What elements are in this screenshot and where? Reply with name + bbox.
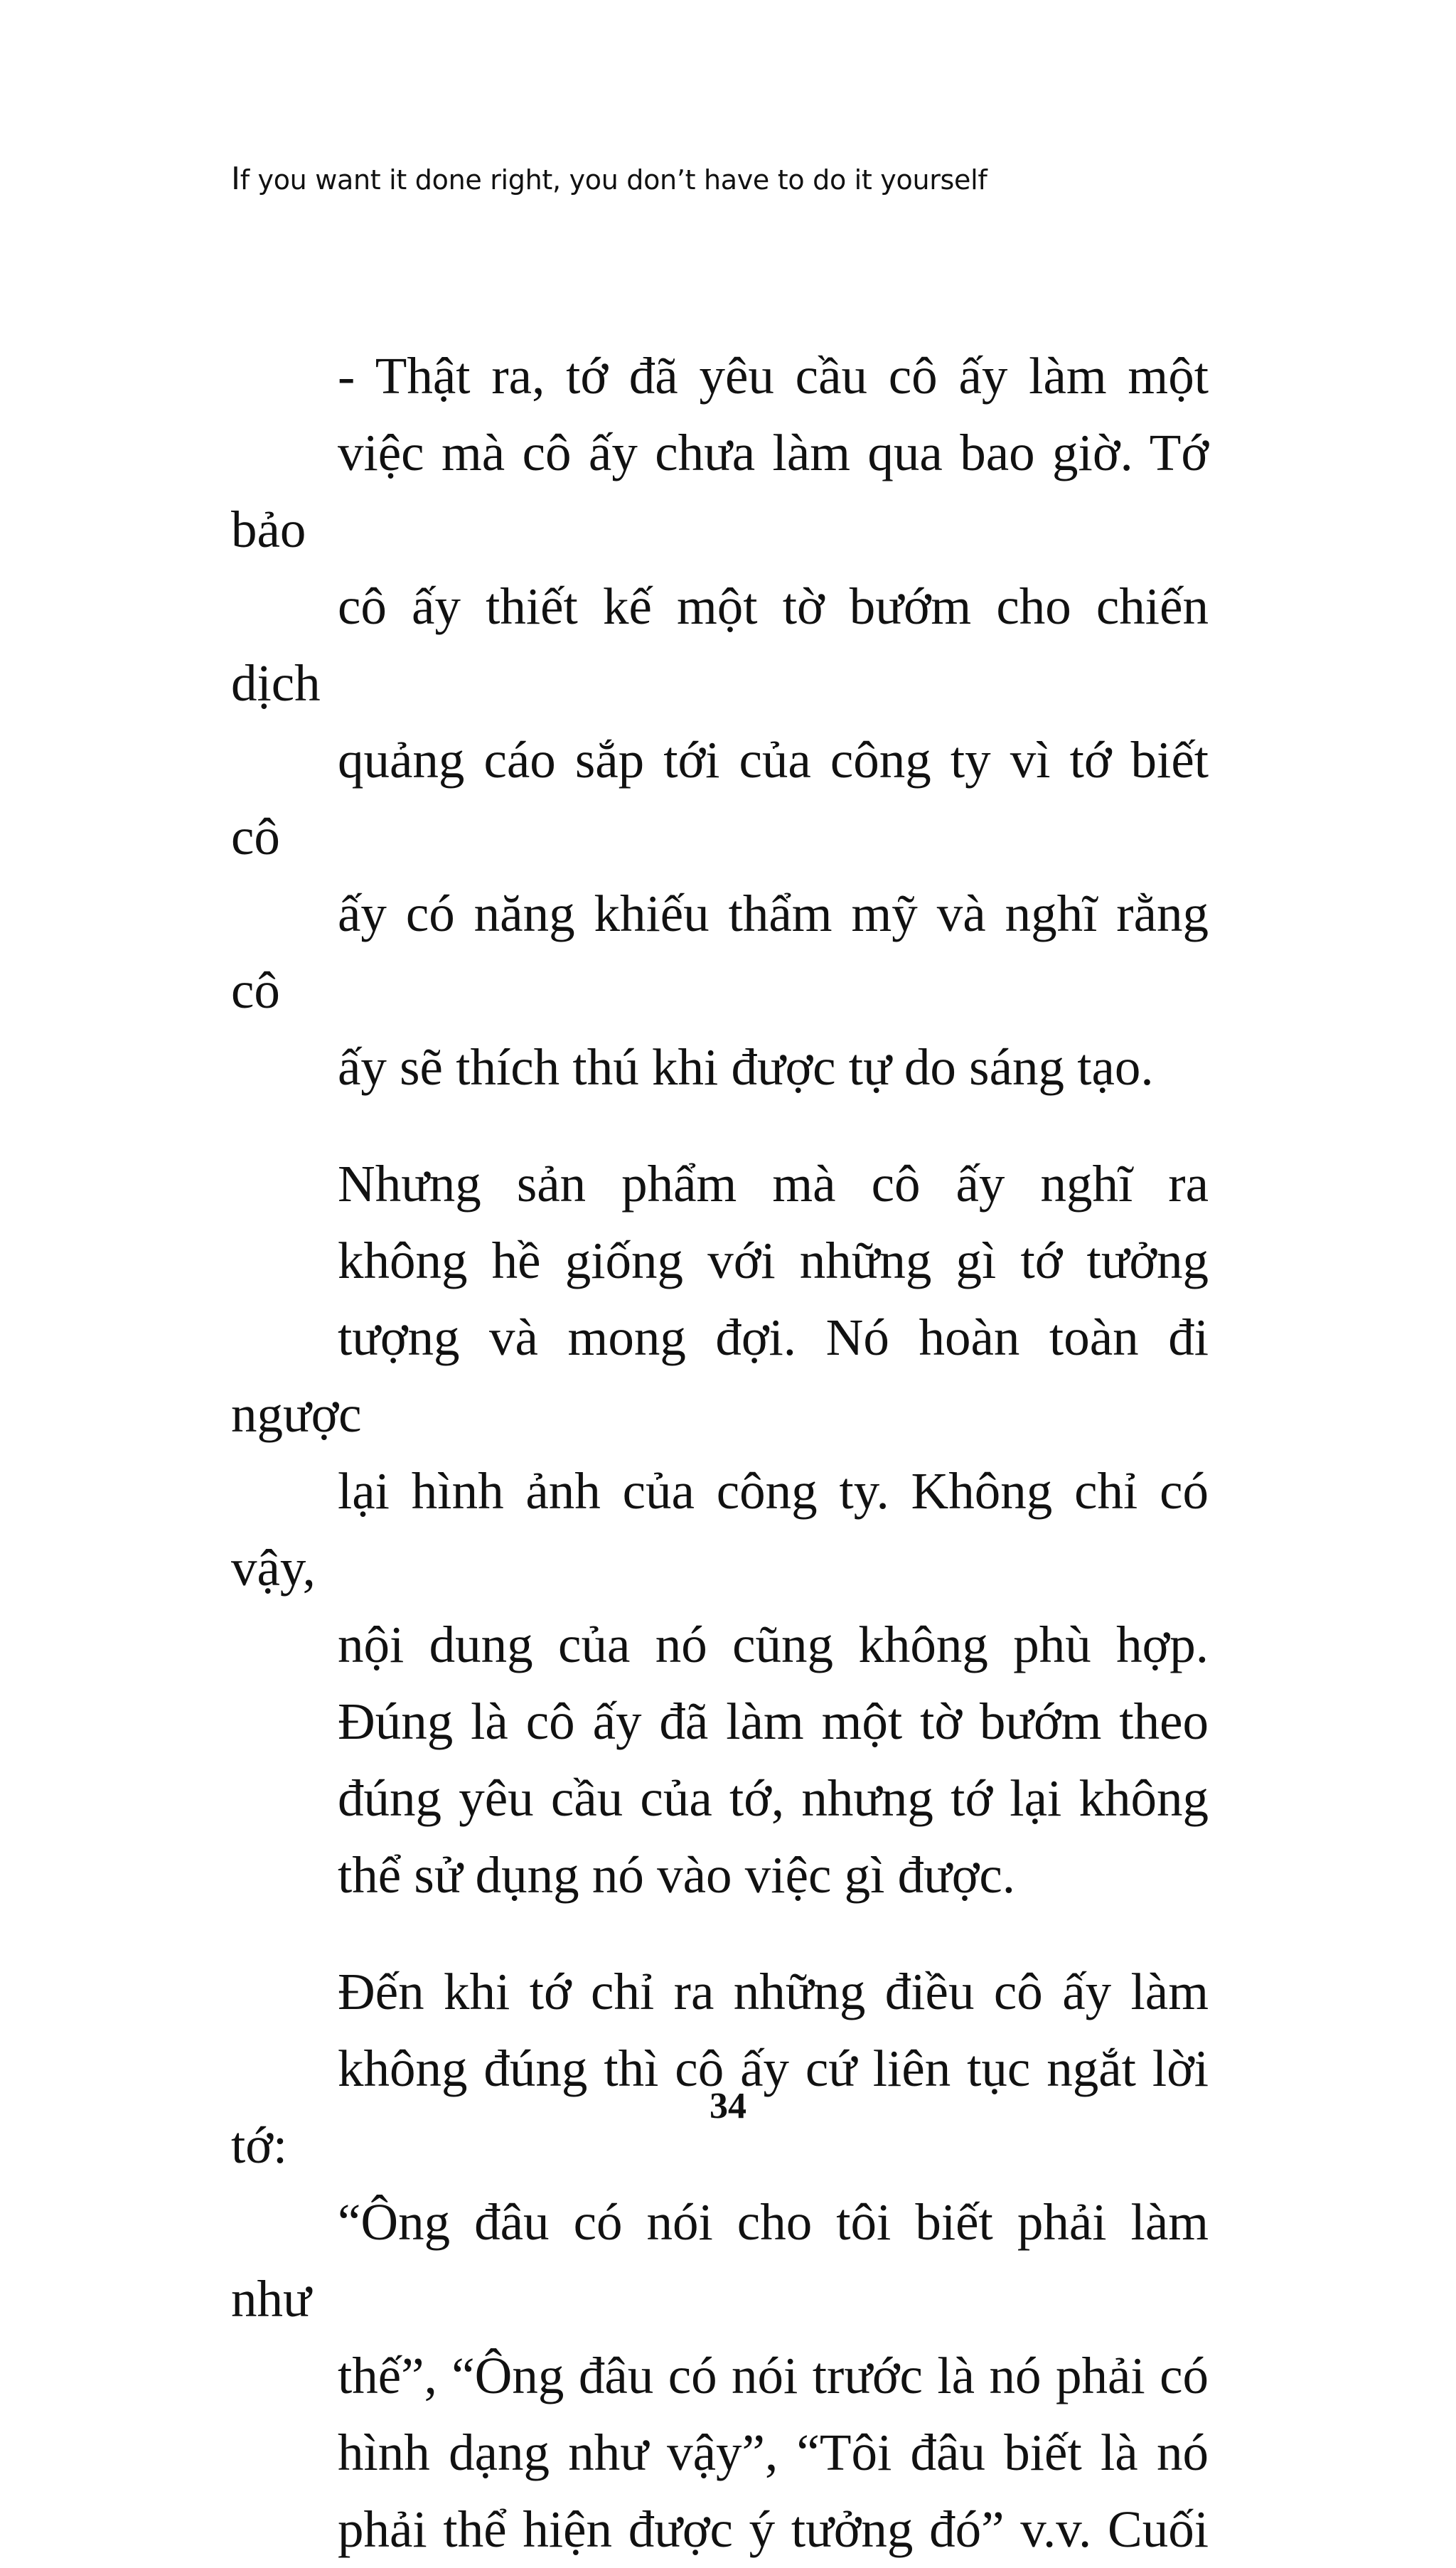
paragraph-2 bbox=[231, 1146, 1209, 1914]
paragraph-1-line-5: ấy có năng khiếu thẩm mỹ và nghĩ rằng cô bbox=[231, 885, 1209, 1019]
paragraph-2-line-1: Nhưng sản phẩm mà cô ấy nghĩ ra bbox=[338, 1155, 1209, 1213]
paragraph-2-line-7: đúng yêu cầu của tớ, nhưng tớ lại không bbox=[338, 1769, 1209, 1827]
paragraph-2-line-4: lại hình ảnh của công ty. Không chỉ có vậy, bbox=[231, 1462, 1209, 1597]
paragraph-2-line-5: nội dung của nó cũng không phù hợp. bbox=[338, 1616, 1209, 1673]
page-number: 34 bbox=[710, 2086, 746, 2126]
paragraph-3-line-3: “Ông đâu có nói cho tôi biết phải làm như bbox=[231, 2193, 1209, 2328]
body-text bbox=[231, 338, 1209, 2568]
paragraph-1-line-3: cô ấy thiết kế một tờ bướm cho chiến dịch bbox=[231, 577, 1209, 712]
paragraph-2-line-2: không hề giống với những gì tớ tưởng bbox=[338, 1232, 1209, 1289]
paragraph-3-line-2: không đúng thì cô ấy cứ liên tục ngắt lời tớ: bbox=[231, 2040, 1209, 2174]
running-header bbox=[231, 161, 987, 197]
running-header-initial: I bbox=[231, 161, 240, 197]
running-header-text: f you want it done right, you don’t have to do it yourself bbox=[240, 164, 987, 196]
paragraph-2-line-6: Đúng là cô ấy đã làm một tờ bướm theo bbox=[338, 1693, 1209, 1750]
paragraph-3 bbox=[231, 1954, 1209, 2568]
paragraph-1-line-6: ấy sẽ thích thú khi được tự do sáng tạo. bbox=[338, 1038, 1154, 1096]
paragraph-3-line-6: phải thể hiện được ý tưởng đó” v.v. Cuối bbox=[338, 2500, 1209, 2558]
paragraph-1 bbox=[231, 338, 1209, 1106]
paragraph-3-line-4: thế”, “Ông đâu có nói trước là nó phải có bbox=[338, 2347, 1209, 2404]
paragraph-2-line-3: tượng và mong đợi. Nó hoàn toàn đi ngược bbox=[231, 1309, 1209, 1443]
paragraph-1-line-2: việc mà cô ấy chưa làm qua bao giờ. Tớ bảo bbox=[231, 424, 1209, 558]
paragraph-1-line-1: - Thật ra, tớ đã yêu cầu cô ấy làm một bbox=[338, 347, 1209, 405]
paragraph-2-line-8: thể sử dụng nó vào việc gì được. bbox=[338, 1846, 1015, 1904]
paragraph-1-line-4: quảng cáo sắp tới của công ty vì tớ biết cô bbox=[231, 731, 1209, 865]
paragraph-3-line-5: hình dạng như vậy”, “Tôi đâu biết là nó bbox=[338, 2424, 1209, 2481]
paragraph-3-line-1: Đến khi tớ chỉ ra những điều cô ấy làm bbox=[338, 1963, 1209, 2020]
